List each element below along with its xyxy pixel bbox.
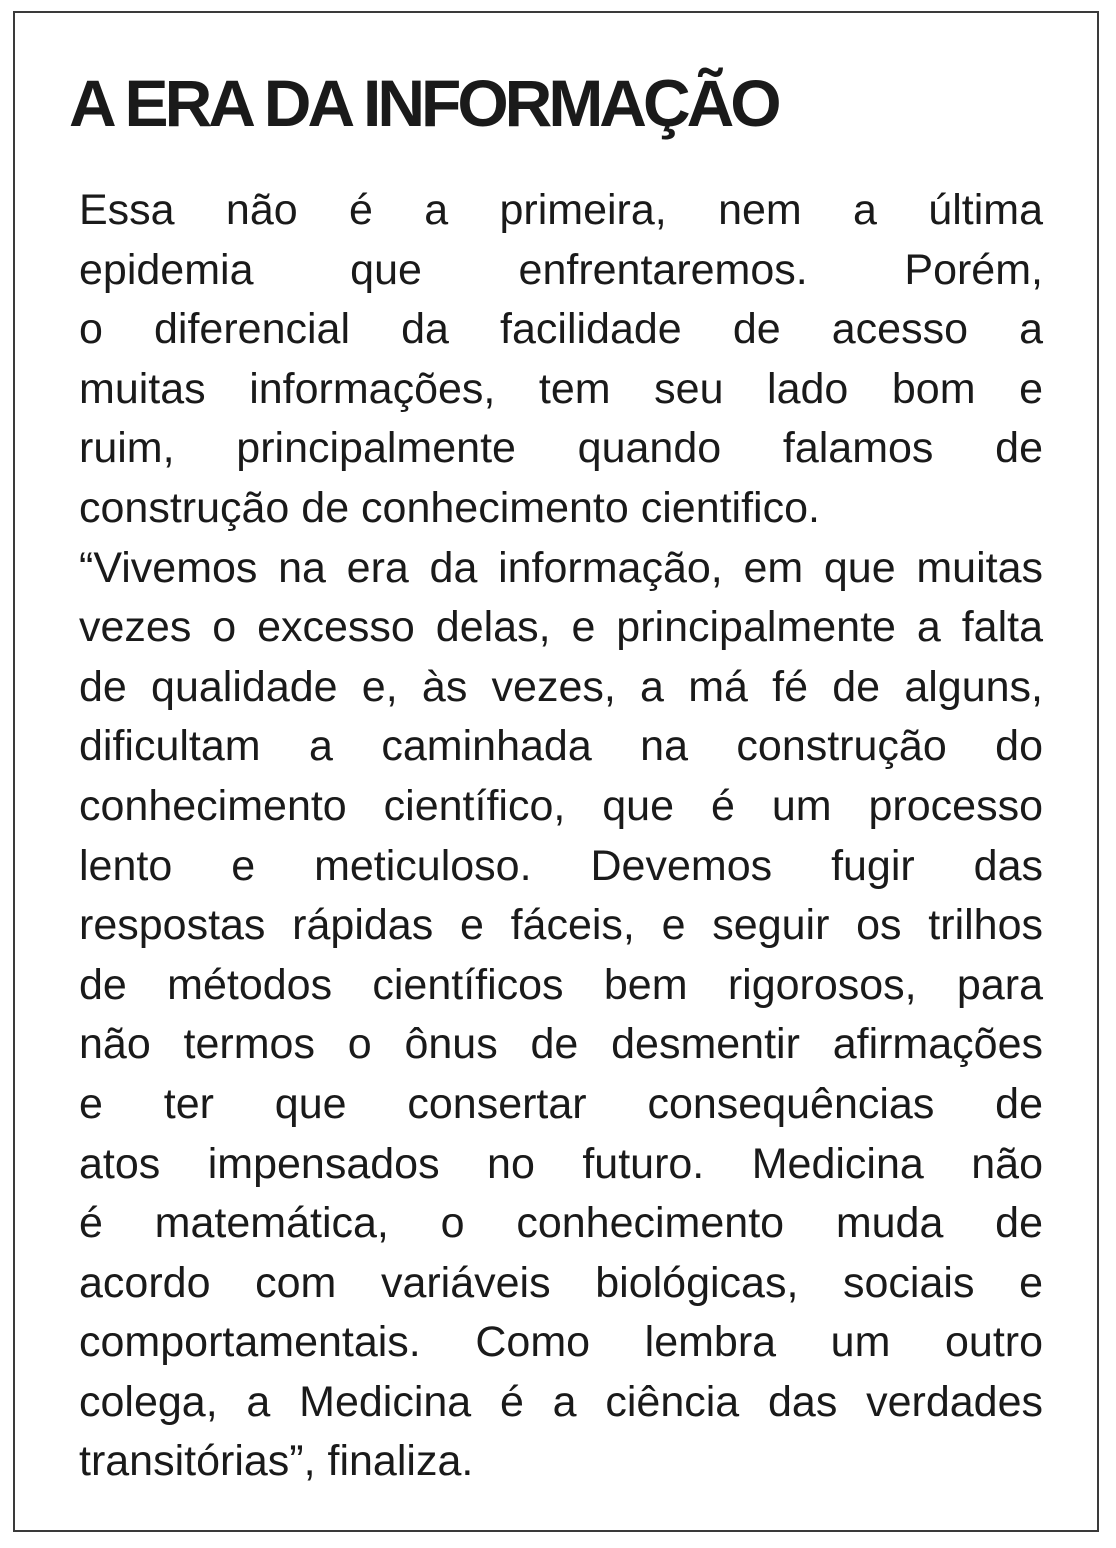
article-body [79,181,1043,1492]
text-line: ruim, principalmente quando falamos de [79,424,1043,473]
text-line: respostas rápidas e fáceis, e seguir os trilhos [79,901,1043,950]
text-line: é matemática, o conhecimento muda de [79,1199,1043,1248]
text-line: acordo com variáveis biológicas, sociais e [79,1258,1043,1307]
text-line: transitórias”, finaliza. [79,1437,474,1486]
article-box [13,11,1099,1532]
text-line: conhecimento científico, que é um processo [79,781,1043,830]
text-line: muitas informações, tem seu lado bom e [79,364,1043,413]
text-line: “Vivemos na era da informação, em que muitas [79,543,1043,592]
text-line: vezes o excesso delas, e principalmente a falta [79,603,1043,652]
text-line: colega, a Medicina é a ciência das verdades [79,1377,1043,1426]
text-line: de métodos científicos bem rigorosos, para [79,960,1043,1009]
text-line: Essa não é a primeira, nem a última [79,186,1043,234]
text-line: atos impensados no futuro. Medicina não [79,1139,1043,1188]
text-line: comportamentais. Como lembra um outro [79,1318,1043,1367]
text-line: epidemia que enfrentaremos. Porém, [79,245,1043,294]
text-line: lento e meticuloso. Devemos fugir das [79,841,1043,890]
article-title: A ERA DA INFORMAÇÃO [69,66,778,140]
text-line: construção de conhecimento cientifico. [79,483,820,532]
text-line: e ter que consertar consequências de [79,1079,1043,1128]
paragraph-2 [79,539,1043,1493]
text-line: o diferencial da facilidade de acesso a [79,305,1043,354]
text-line: de qualidade e, às vezes, a má fé de alguns, [79,662,1043,711]
paragraph-1 [79,181,1043,539]
text-line: não termos o ônus de desmentir afirmações [79,1020,1043,1069]
text-line: dificultam a caminhada na construção do [79,722,1043,771]
